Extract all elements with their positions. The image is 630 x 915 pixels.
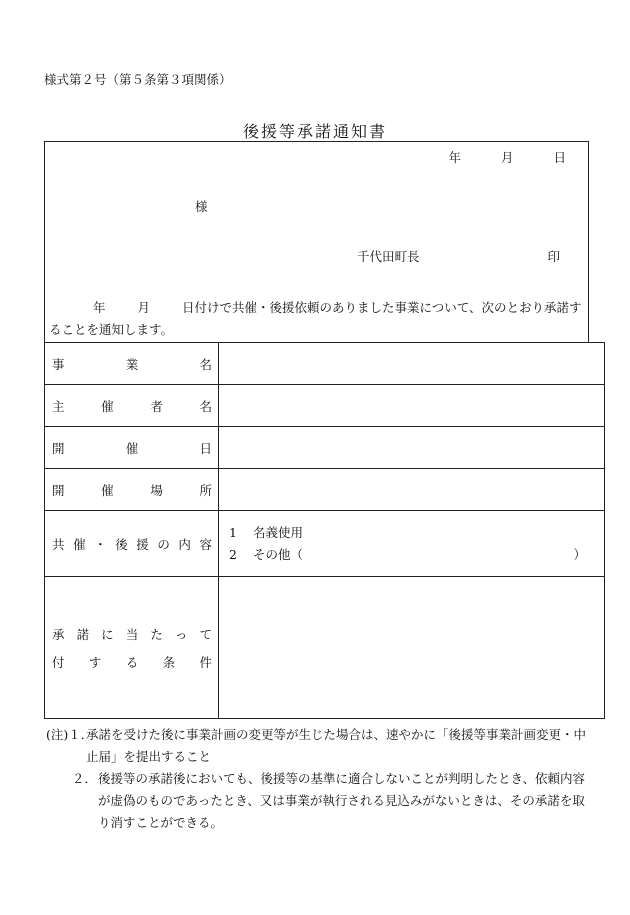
label-char: 業 — [125, 356, 139, 372]
label-char: て — [199, 626, 212, 642]
value-conditions[interactable] — [219, 577, 605, 719]
label-support-content — [45, 511, 219, 577]
date-month: 月 — [500, 150, 514, 165]
value-event-name[interactable] — [219, 343, 605, 385]
table-row — [45, 577, 605, 719]
content-item-1: 1 名義使用 — [229, 524, 304, 540]
label-char: 開 — [52, 482, 65, 498]
label-char: 後 — [115, 536, 128, 552]
label-char: 日 — [199, 440, 212, 456]
label-char: 催 — [101, 398, 114, 414]
date-line — [448, 148, 566, 166]
label-char: 条 — [162, 654, 176, 670]
notice-text — [49, 297, 582, 341]
label-char: 諾 — [76, 626, 90, 642]
value-support-content — [219, 511, 605, 577]
label-char: 者 — [150, 398, 163, 414]
table-row — [45, 343, 605, 385]
label-char: ・ — [94, 536, 107, 552]
header-box — [44, 141, 589, 343]
notice-body: 日付けで共催・後援依頼のありました事業について、次のとおり承諾することを通知します。 — [49, 300, 582, 337]
label-char: 容 — [199, 536, 212, 552]
label-char: 内 — [178, 536, 191, 552]
note-1: (注)１． 承諾を受けた後に事業計画の変更等が生じた場合は、速やかに「後援等事業計画変更・中止届」を提出すること — [46, 727, 587, 764]
table-row — [45, 511, 605, 577]
content-item-2: 2 その他（ ） — [229, 546, 586, 562]
table-row — [45, 427, 605, 469]
label-char: の — [157, 536, 170, 552]
value-date[interactable] — [219, 427, 605, 469]
label-char: 場 — [150, 482, 163, 498]
label-char: っ — [174, 626, 188, 642]
label-char: 催 — [101, 482, 114, 498]
form-table — [44, 342, 605, 719]
seal-mark: 印 — [547, 249, 560, 264]
notice-year: 年 — [93, 300, 106, 315]
label-venue — [45, 469, 219, 511]
label-char: 開 — [52, 440, 65, 456]
table-row — [45, 469, 605, 511]
label-char: 共 — [52, 536, 65, 552]
notes — [46, 724, 591, 834]
label-char: た — [150, 626, 163, 642]
label-char: 所 — [199, 482, 212, 498]
label-event-name — [45, 343, 219, 385]
note-2: ２． 後援等の承諾後においても、後援等の基準に適合しないことが判明したとき、依頼内容が虚偽のものであったとき、又は事業が執行される見込みがないときは、その承諾を取り消すことができる。 — [72, 771, 586, 830]
document-title: 後援等承諾通知書 — [242, 122, 387, 141]
date-year: 年 — [448, 150, 461, 165]
label-char: に — [101, 626, 114, 642]
label-organizer — [45, 385, 219, 427]
value-venue[interactable] — [219, 469, 605, 511]
label-char: 付 — [52, 654, 65, 670]
label-char: 名 — [199, 398, 212, 414]
label-char: 事 — [52, 356, 65, 372]
label-char: 名 — [199, 356, 212, 372]
label-char: 件 — [199, 654, 212, 670]
label-char: 援 — [136, 536, 149, 552]
addressee: 様 — [195, 199, 208, 214]
label-char: す — [88, 654, 102, 670]
sender: 千代田町長 — [357, 249, 420, 264]
label-char: 承 — [52, 626, 65, 642]
label-char: 主 — [52, 398, 65, 414]
label-char: 催 — [73, 536, 86, 552]
label-conditions — [45, 577, 219, 719]
form-number: 様式第２号（第５条第３項関係） — [44, 72, 232, 87]
table-row — [45, 385, 605, 427]
notice-month: 月 — [137, 300, 151, 315]
value-organizer[interactable] — [219, 385, 605, 427]
date-day: 日 — [553, 150, 566, 165]
label-char: る — [125, 654, 139, 670]
label-char: 催 — [125, 440, 139, 456]
label-char: 当 — [125, 626, 139, 642]
label-date — [45, 427, 219, 469]
